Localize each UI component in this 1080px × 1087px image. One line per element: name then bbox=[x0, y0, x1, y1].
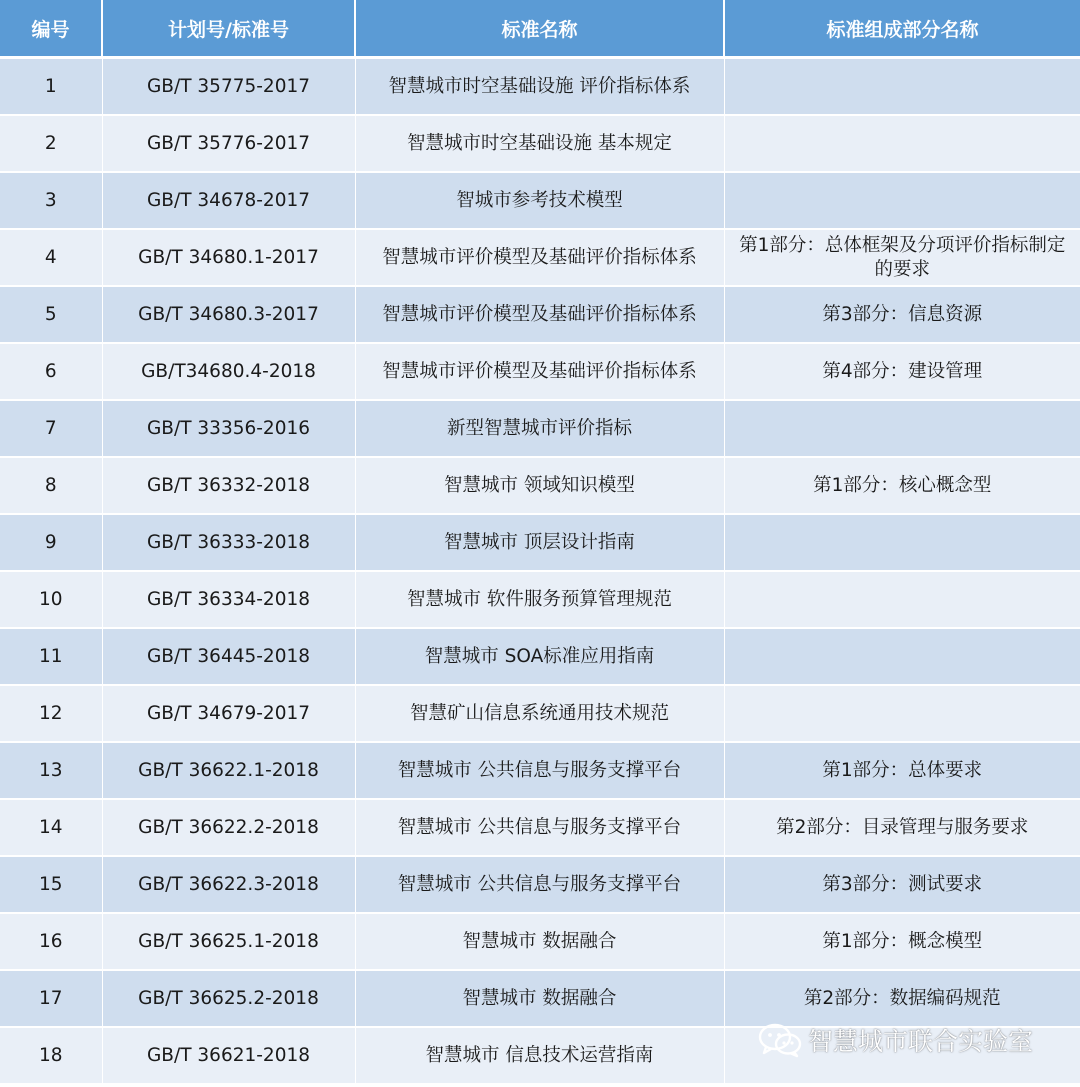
cell-standard-name: 智慧城市评价模型及基础评价指标体系 bbox=[355, 343, 724, 400]
cell-plan-code: GB/T 34679-2017 bbox=[102, 685, 355, 742]
cell-plan-code: GB/T 33356-2016 bbox=[102, 400, 355, 457]
table-row bbox=[0, 343, 1080, 400]
cell-part-name: 第1部分：总体要求 bbox=[724, 742, 1080, 799]
cell-standard-name: 智慧城市 领域知识模型 bbox=[355, 457, 724, 514]
cell-plan-code: GB/T 36445-2018 bbox=[102, 628, 355, 685]
cell-number: 12 bbox=[0, 685, 102, 742]
table-row bbox=[0, 799, 1080, 856]
table-row bbox=[0, 742, 1080, 799]
header-plan-code: 计划号/标准号 bbox=[102, 0, 355, 58]
cell-standard-name: 智慧城市评价模型及基础评价指标体系 bbox=[355, 286, 724, 343]
cell-number: 9 bbox=[0, 514, 102, 571]
table-row bbox=[0, 628, 1080, 685]
cell-number: 18 bbox=[0, 1027, 102, 1084]
cell-part-name bbox=[724, 58, 1080, 116]
header-part-name: 标准组成部分名称 bbox=[724, 0, 1080, 58]
cell-part-name: 第4部分：建设管理 bbox=[724, 343, 1080, 400]
table-row bbox=[0, 970, 1080, 1027]
table-header-row bbox=[0, 0, 1080, 58]
cell-plan-code: GB/T 36625.1-2018 bbox=[102, 913, 355, 970]
cell-part-name: 第1部分：概念模型 bbox=[724, 913, 1080, 970]
header-standard-name: 标准名称 bbox=[355, 0, 724, 58]
cell-part-name bbox=[724, 514, 1080, 571]
cell-part-name bbox=[724, 172, 1080, 229]
cell-standard-name: 智慧城市评价模型及基础评价指标体系 bbox=[355, 229, 724, 286]
cell-number: 1 bbox=[0, 58, 102, 116]
table-row bbox=[0, 457, 1080, 514]
cell-number: 15 bbox=[0, 856, 102, 913]
cell-plan-code: GB/T 36622.1-2018 bbox=[102, 742, 355, 799]
cell-standard-name: 智慧城市时空基础设施 基本规定 bbox=[355, 115, 724, 172]
cell-number: 6 bbox=[0, 343, 102, 400]
cell-standard-name: 智慧城市 SOA标准应用指南 bbox=[355, 628, 724, 685]
cell-part-name bbox=[724, 1027, 1080, 1084]
table-row bbox=[0, 400, 1080, 457]
table-row bbox=[0, 685, 1080, 742]
cell-plan-code: GB/T 35775-2017 bbox=[102, 58, 355, 116]
cell-plan-code: GB/T 35776-2017 bbox=[102, 115, 355, 172]
cell-number: 8 bbox=[0, 457, 102, 514]
cell-standard-name: 智慧矿山信息系统通用技术规范 bbox=[355, 685, 724, 742]
cell-number: 4 bbox=[0, 229, 102, 286]
cell-standard-name: 智慧城市时空基础设施 评价指标体系 bbox=[355, 58, 724, 116]
cell-part-name bbox=[724, 571, 1080, 628]
cell-number: 13 bbox=[0, 742, 102, 799]
cell-part-name: 第2部分：目录管理与服务要求 bbox=[724, 799, 1080, 856]
cell-standard-name: 智慧城市 顶层设计指南 bbox=[355, 514, 724, 571]
cell-part-name: 第1部分：核心概念型 bbox=[724, 457, 1080, 514]
cell-plan-code: GB/T 34678-2017 bbox=[102, 172, 355, 229]
cell-number: 11 bbox=[0, 628, 102, 685]
cell-plan-code: GB/T 34680.3-2017 bbox=[102, 286, 355, 343]
cell-number: 3 bbox=[0, 172, 102, 229]
cell-part-name bbox=[724, 685, 1080, 742]
table-row bbox=[0, 514, 1080, 571]
cell-number: 14 bbox=[0, 799, 102, 856]
cell-plan-code: GB/T 36332-2018 bbox=[102, 457, 355, 514]
table-row bbox=[0, 58, 1080, 116]
cell-plan-code: GB/T 34680.1-2017 bbox=[102, 229, 355, 286]
watermark-text: 智慧城市联合实验室 bbox=[808, 1027, 1034, 1056]
cell-number: 2 bbox=[0, 115, 102, 172]
cell-plan-code: GB/T 36333-2018 bbox=[102, 514, 355, 571]
cell-standard-name: 智慧城市 公共信息与服务支撑平台 bbox=[355, 799, 724, 856]
cell-standard-name: 智慧城市 信息技术运营指南 bbox=[355, 1027, 724, 1084]
cell-part-name: 第2部分：数据编码规范 bbox=[724, 970, 1080, 1027]
cell-number: 17 bbox=[0, 970, 102, 1027]
table-row bbox=[0, 229, 1080, 286]
cell-standard-name: 智慧城市 软件服务预算管理规范 bbox=[355, 571, 724, 628]
table-row bbox=[0, 571, 1080, 628]
cell-number: 7 bbox=[0, 400, 102, 457]
cell-plan-code: GB/T 36334-2018 bbox=[102, 571, 355, 628]
cell-standard-name: 智城市参考技术模型 bbox=[355, 172, 724, 229]
cell-part-name: 第1部分：总体框架及分项评价指标制定的要求 bbox=[724, 229, 1080, 286]
table-row bbox=[0, 286, 1080, 343]
cell-plan-code: GB/T 36621-2018 bbox=[102, 1027, 355, 1084]
table-row bbox=[0, 913, 1080, 970]
cell-plan-code: GB/T 36622.2-2018 bbox=[102, 799, 355, 856]
table-row bbox=[0, 856, 1080, 913]
cell-standard-name: 智慧城市 公共信息与服务支撑平台 bbox=[355, 856, 724, 913]
table-body bbox=[0, 58, 1080, 1085]
table-row bbox=[0, 115, 1080, 172]
cell-standard-name: 新型智慧城市评价指标 bbox=[355, 400, 724, 457]
cell-part-name bbox=[724, 628, 1080, 685]
cell-part-name bbox=[724, 115, 1080, 172]
cell-standard-name: 智慧城市 数据融合 bbox=[355, 913, 724, 970]
header-number: 编号 bbox=[0, 0, 102, 58]
cell-number: 10 bbox=[0, 571, 102, 628]
cell-plan-code: GB/T34680.4-2018 bbox=[102, 343, 355, 400]
table-row bbox=[0, 1027, 1080, 1084]
cell-part-name: 第3部分：信息资源 bbox=[724, 286, 1080, 343]
cell-part-name: 第3部分：测试要求 bbox=[724, 856, 1080, 913]
cell-standard-name: 智慧城市 公共信息与服务支撑平台 bbox=[355, 742, 724, 799]
table-row bbox=[0, 172, 1080, 229]
cell-standard-name: 智慧城市 数据融合 bbox=[355, 970, 724, 1027]
cell-plan-code: GB/T 36622.3-2018 bbox=[102, 856, 355, 913]
cell-number: 16 bbox=[0, 913, 102, 970]
cell-number: 5 bbox=[0, 286, 102, 343]
cell-plan-code: GB/T 36625.2-2018 bbox=[102, 970, 355, 1027]
cell-part-name bbox=[724, 400, 1080, 457]
